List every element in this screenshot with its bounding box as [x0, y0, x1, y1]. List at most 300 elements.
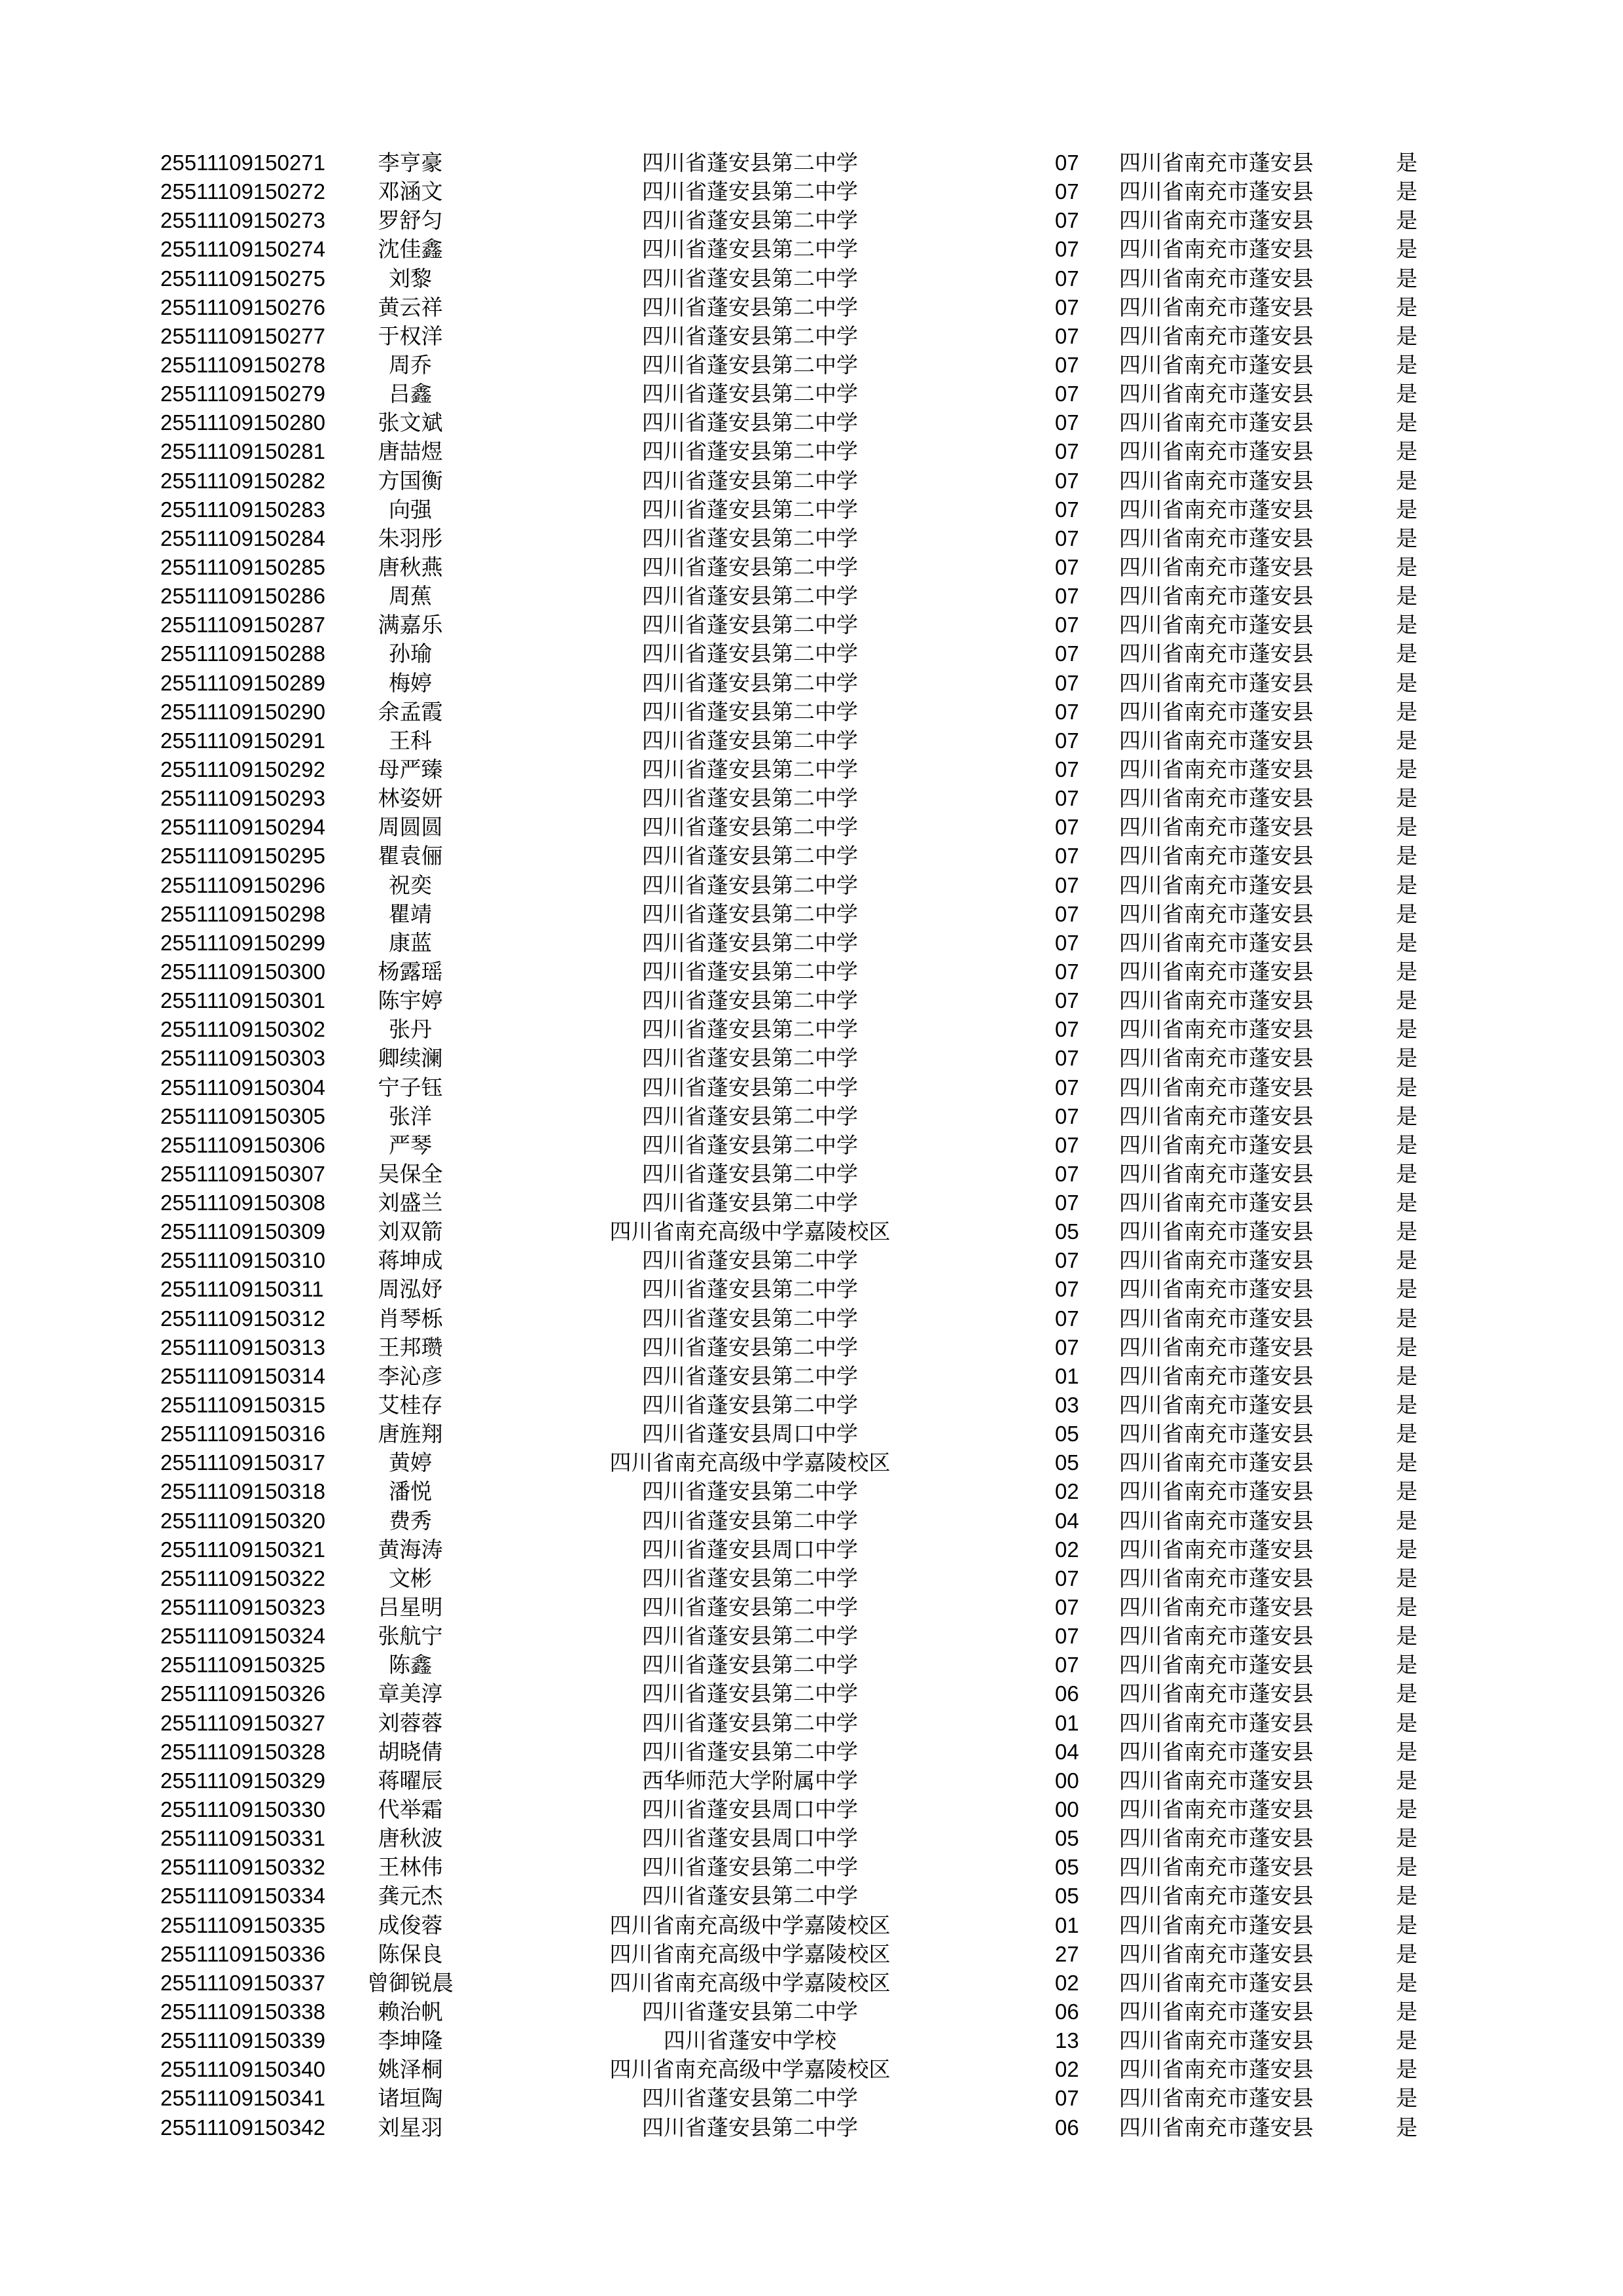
school-name: 四川省蓬安县第二中学 — [642, 1710, 858, 1736]
candidate-id-cell: 25511109150312 — [160, 1306, 326, 1331]
student-name: 于权洋 — [378, 323, 443, 349]
student-name: 卿续澜 — [378, 1045, 443, 1071]
candidate-id-cell: 25511109150285 — [160, 554, 326, 579]
table-row — [0, 1102, 1623, 1131]
category-code-cell: 01 — [1055, 1363, 1079, 1388]
school-name: 四川省蓬安县第二中学 — [642, 1479, 858, 1505]
table-row — [0, 1015, 1623, 1044]
category-code-cell: 07 — [1055, 554, 1079, 579]
student-name: 艾桂存 — [378, 1392, 443, 1418]
region-cell: 四川省南充市蓬安县 — [1119, 179, 1313, 205]
region-cell: 四川省南充市蓬安县 — [1119, 670, 1313, 696]
school-name: 四川省蓬安县周口中学 — [642, 1536, 858, 1562]
candidate-id-cell: 25511109150289 — [160, 670, 326, 695]
student-name: 刘盛兰 — [378, 1190, 443, 1216]
table-row — [0, 235, 1623, 264]
category-code-cell: 07 — [1055, 1566, 1079, 1590]
eligibility-flag-cell: 是 — [1396, 612, 1418, 638]
eligibility-flag-cell: 是 — [1396, 1594, 1418, 1621]
school-name: 四川省蓬安县第二中学 — [642, 2085, 858, 2111]
student-name: 文彬 — [389, 1565, 432, 1591]
eligibility-flag-cell: 是 — [1396, 698, 1418, 725]
category-code-cell: 07 — [1055, 179, 1079, 204]
eligibility-flag-cell: 是 — [1396, 1507, 1418, 1534]
candidate-id-cell: 25511109150291 — [160, 728, 326, 753]
student-name: 李沁彦 — [378, 1363, 443, 1389]
student-name: 王邦瓒 — [378, 1334, 443, 1360]
candidate-id-cell: 25511109150341 — [160, 2086, 326, 2111]
candidate-id-cell: 25511109150320 — [160, 1508, 326, 1533]
roster-table — [0, 149, 1623, 2142]
eligibility-flag-cell: 是 — [1396, 958, 1418, 984]
eligibility-flag-cell: 是 — [1396, 1797, 1418, 1823]
candidate-id-cell: 25511109150284 — [160, 526, 326, 550]
candidate-id-cell: 25511109150290 — [160, 699, 326, 724]
eligibility-flag-cell: 是 — [1396, 727, 1418, 753]
region-cell: 四川省南充市蓬安县 — [1119, 207, 1313, 234]
candidate-id-cell: 25511109150288 — [160, 641, 326, 666]
table-row — [0, 1217, 1623, 1246]
table-row — [0, 813, 1623, 842]
region-cell: 四川省南充市蓬安县 — [1119, 901, 1313, 927]
table-row — [0, 2026, 1623, 2055]
category-code-cell: 05 — [1055, 1826, 1079, 1851]
school-name: 四川省南充高级中学嘉陵校区 — [609, 1219, 891, 1245]
school-name: 四川省蓬安县第二中学 — [642, 988, 858, 1014]
eligibility-flag-cell: 是 — [1396, 2056, 1418, 2083]
category-code-cell: 07 — [1055, 382, 1079, 406]
category-code-cell: 07 — [1055, 844, 1079, 869]
category-code-cell: 07 — [1055, 699, 1079, 724]
student-name: 康蓝 — [389, 929, 432, 956]
candidate-id-cell: 25511109150342 — [160, 2115, 326, 2140]
region-cell: 四川省南充市蓬安县 — [1119, 1854, 1313, 1880]
candidate-id-cell: 25511109150335 — [160, 1912, 326, 1937]
student-name: 刘蓉蓉 — [378, 1710, 443, 1736]
category-code-cell: 05 — [1055, 1884, 1079, 1909]
student-name: 刘黎 — [389, 265, 432, 291]
category-code-cell: 06 — [1055, 1681, 1079, 1706]
school-name: 四川省蓬安县第二中学 — [642, 265, 858, 291]
eligibility-flag-cell: 是 — [1396, 1247, 1418, 1274]
student-name: 肖琴栎 — [378, 1305, 443, 1331]
student-name: 瞿袁俪 — [378, 843, 443, 869]
school-name: 四川省南充高级中学嘉陵校区 — [609, 1941, 891, 1967]
region-cell: 四川省南充市蓬安县 — [1119, 1334, 1313, 1360]
student-name: 唐秋波 — [378, 1825, 443, 1852]
student-name: 罗舒匀 — [378, 207, 443, 234]
student-name: 周蕉 — [389, 583, 432, 609]
region-cell: 四川省南充市蓬安县 — [1119, 1969, 1313, 1996]
student-name: 唐秋燕 — [378, 554, 443, 580]
student-name: 李亨豪 — [378, 150, 443, 175]
category-code-cell: 07 — [1055, 266, 1079, 291]
candidate-id-cell: 25511109150275 — [160, 266, 326, 291]
category-code-cell: 01 — [1055, 1710, 1079, 1735]
table-row — [0, 437, 1623, 466]
student-name: 章美淳 — [378, 1681, 443, 1707]
school-name: 四川省蓬安县周口中学 — [642, 1825, 858, 1852]
candidate-id-cell: 25511109150280 — [160, 410, 326, 435]
category-code-cell: 07 — [1055, 757, 1079, 781]
region-cell: 四川省南充市蓬安县 — [1119, 1160, 1313, 1187]
table-row — [0, 1420, 1623, 1448]
school-name: 四川省蓬安县第二中学 — [642, 1999, 858, 2024]
student-name: 周泓妤 — [378, 1276, 443, 1302]
table-row — [0, 1246, 1623, 1275]
table-row — [0, 842, 1623, 870]
school-name: 四川省蓬安县第二中学 — [642, 1276, 858, 1302]
school-name: 西华师范大学附属中学 — [642, 1767, 858, 1793]
table-row — [0, 1160, 1623, 1189]
region-cell: 四川省南充市蓬安县 — [1119, 1999, 1313, 2024]
eligibility-flag-cell: 是 — [1396, 2085, 1418, 2111]
category-code-cell: 07 — [1055, 872, 1079, 897]
school-name: 四川省蓬安县第二中学 — [642, 727, 858, 753]
eligibility-flag-cell: 是 — [1396, 179, 1418, 205]
student-name: 曾御锐晨 — [367, 1969, 454, 1996]
student-name: 朱羽彤 — [378, 525, 443, 551]
table-row — [0, 1911, 1623, 1940]
candidate-id-cell: 25511109150307 — [160, 1161, 326, 1186]
region-cell: 四川省南充市蓬安县 — [1119, 958, 1313, 984]
category-code-cell: 07 — [1055, 2086, 1079, 2111]
candidate-id-cell: 25511109150296 — [160, 872, 326, 897]
table-row — [0, 553, 1623, 582]
region-cell: 四川省南充市蓬安县 — [1119, 1045, 1313, 1071]
category-code-cell: 07 — [1055, 208, 1079, 233]
candidate-id-cell: 25511109150313 — [160, 1335, 326, 1359]
region-cell: 四川省南充市蓬安县 — [1119, 1797, 1313, 1823]
region-cell: 四川省南充市蓬安县 — [1119, 1536, 1313, 1562]
region-cell: 四川省南充市蓬安县 — [1119, 1623, 1313, 1649]
region-cell: 四川省南充市蓬安县 — [1119, 1594, 1313, 1621]
region-cell: 四川省南充市蓬安县 — [1119, 1767, 1313, 1793]
table-row — [0, 900, 1623, 929]
region-cell: 四川省南充市蓬安县 — [1119, 351, 1313, 378]
candidate-id-cell: 25511109150287 — [160, 613, 326, 637]
eligibility-flag-cell: 是 — [1396, 785, 1418, 812]
category-code-cell: 00 — [1055, 1768, 1079, 1793]
eligibility-flag-cell: 是 — [1396, 1421, 1418, 1447]
table-row — [0, 1679, 1623, 1708]
candidate-id-cell: 25511109150311 — [160, 1277, 324, 1302]
candidate-id-cell: 25511109150323 — [160, 1595, 326, 1620]
eligibility-flag-cell: 是 — [1396, 1710, 1418, 1736]
category-code-cell: 07 — [1055, 323, 1079, 348]
candidate-id-cell: 25511109150272 — [160, 179, 326, 204]
eligibility-flag-cell: 是 — [1396, 1392, 1418, 1418]
school-name: 四川省蓬安县第二中学 — [642, 496, 858, 522]
category-code-cell: 07 — [1055, 410, 1079, 435]
school-name: 四川省南充高级中学嘉陵校区 — [609, 2056, 891, 2083]
eligibility-flag-cell: 是 — [1396, 1103, 1418, 1129]
table-row — [0, 293, 1623, 322]
table-row — [0, 1795, 1623, 1824]
student-name: 蒋坤成 — [378, 1247, 443, 1274]
eligibility-flag-cell: 是 — [1396, 1334, 1418, 1360]
region-cell: 四川省南充市蓬安县 — [1119, 872, 1313, 898]
region-cell: 四川省南充市蓬安县 — [1119, 641, 1313, 667]
candidate-id-cell: 25511109150321 — [160, 1537, 326, 1562]
student-name: 黄婷 — [389, 1450, 432, 1476]
region-cell: 四川省南充市蓬安县 — [1119, 1738, 1313, 1765]
eligibility-flag-cell: 是 — [1396, 2028, 1418, 2054]
student-name: 费秀 — [389, 1507, 432, 1534]
student-name: 满嘉乐 — [378, 612, 443, 638]
category-code-cell: 07 — [1055, 439, 1079, 464]
candidate-id-cell: 25511109150308 — [160, 1191, 326, 1215]
student-name: 黄海涛 — [378, 1536, 443, 1562]
category-code-cell: 04 — [1055, 1508, 1079, 1533]
student-name: 陈保良 — [378, 1941, 443, 1967]
candidate-id-cell: 25511109150330 — [160, 1797, 326, 1822]
eligibility-flag-cell: 是 — [1396, 1767, 1418, 1793]
student-name: 吕星明 — [378, 1594, 443, 1621]
table-row — [0, 322, 1623, 351]
school-name: 四川省蓬安县第二中学 — [642, 641, 858, 667]
table-row — [0, 1998, 1623, 2026]
table-row — [0, 2113, 1623, 2142]
school-name: 四川省蓬安县第二中学 — [642, 1854, 858, 1880]
eligibility-flag-cell: 是 — [1396, 1219, 1418, 1245]
table-row — [0, 1651, 1623, 1679]
student-name: 母严臻 — [378, 756, 443, 782]
candidate-id-cell: 25511109150322 — [160, 1566, 326, 1590]
candidate-id-cell: 25511109150326 — [160, 1681, 326, 1706]
category-code-cell: 02 — [1055, 2057, 1079, 2082]
region-cell: 四川省南充市蓬安县 — [1119, 1276, 1313, 1302]
candidate-id-cell: 25511109150283 — [160, 497, 326, 522]
table-row — [0, 1738, 1623, 1767]
school-name: 四川省蓬安县第二中学 — [642, 872, 858, 898]
category-code-cell: 00 — [1055, 1797, 1079, 1822]
eligibility-flag-cell: 是 — [1396, 1912, 1418, 1938]
table-row — [0, 784, 1623, 813]
candidate-id-cell: 25511109150305 — [160, 1103, 326, 1128]
region-cell: 四川省南充市蓬安县 — [1119, 612, 1313, 638]
category-code-cell: 07 — [1055, 901, 1079, 926]
category-code-cell: 07 — [1055, 237, 1079, 262]
category-code-cell: 05 — [1055, 1219, 1079, 1244]
category-code-cell: 07 — [1055, 352, 1079, 377]
category-code-cell: 06 — [1055, 2115, 1079, 2140]
eligibility-flag-cell: 是 — [1396, 236, 1418, 262]
region-cell: 四川省南充市蓬安县 — [1119, 236, 1313, 262]
region-cell: 四川省南充市蓬安县 — [1119, 323, 1313, 349]
table-row — [0, 986, 1623, 1015]
school-name: 四川省蓬安县第二中学 — [642, 1681, 858, 1707]
candidate-id-cell: 25511109150334 — [160, 1884, 326, 1909]
region-cell: 四川省南充市蓬安县 — [1119, 1392, 1313, 1418]
candidate-id-cell: 25511109150278 — [160, 352, 326, 377]
school-name: 四川省蓬安县第二中学 — [642, 179, 858, 205]
eligibility-flag-cell: 是 — [1396, 1536, 1418, 1562]
region-cell: 四川省南充市蓬安县 — [1119, 1219, 1313, 1245]
region-cell: 四川省南充市蓬安县 — [1119, 988, 1313, 1014]
school-name: 四川省蓬安县第二中学 — [642, 814, 858, 840]
student-name: 成俊蓉 — [378, 1912, 443, 1938]
student-name: 张丹 — [389, 1016, 432, 1043]
candidate-id-cell: 25511109150338 — [160, 2000, 326, 2024]
category-code-cell: 07 — [1055, 1017, 1079, 1042]
eligibility-flag-cell: 是 — [1396, 929, 1418, 956]
region-cell: 四川省南充市蓬安县 — [1119, 1941, 1313, 1967]
region-cell: 四川省南充市蓬安县 — [1119, 1912, 1313, 1938]
table-row — [0, 1535, 1623, 1564]
category-code-cell: 13 — [1055, 2028, 1079, 2053]
region-cell: 四川省南充市蓬安县 — [1119, 1190, 1313, 1216]
region-cell: 四川省南充市蓬安县 — [1119, 814, 1313, 840]
eligibility-flag-cell: 是 — [1396, 843, 1418, 869]
category-code-cell: 07 — [1055, 1161, 1079, 1186]
category-code-cell: 07 — [1055, 1046, 1079, 1071]
region-cell: 四川省南充市蓬安县 — [1119, 1247, 1313, 1274]
eligibility-flag-cell: 是 — [1396, 988, 1418, 1014]
school-name: 四川省蓬安县第二中学 — [642, 207, 858, 234]
school-name: 四川省蓬安县第二中学 — [642, 612, 858, 638]
school-name: 四川省蓬安县第二中学 — [642, 958, 858, 984]
region-cell: 四川省南充市蓬安县 — [1119, 2085, 1313, 2111]
eligibility-flag-cell: 是 — [1396, 1305, 1418, 1331]
candidate-id-cell: 25511109150300 — [160, 959, 326, 984]
region-cell: 四川省南充市蓬安县 — [1119, 785, 1313, 812]
school-name: 四川省蓬安县第二中学 — [642, 150, 858, 175]
candidate-id-cell: 25511109150286 — [160, 584, 326, 609]
category-code-cell: 07 — [1055, 1248, 1079, 1273]
school-name: 四川省蓬安县第二中学 — [642, 1363, 858, 1389]
candidate-id-cell: 25511109150324 — [160, 1624, 326, 1649]
candidate-id-cell: 25511109150325 — [160, 1653, 326, 1677]
region-cell: 四川省南充市蓬安县 — [1119, 1421, 1313, 1447]
school-name: 四川省蓬安县第二中学 — [642, 1247, 858, 1274]
school-name: 四川省蓬安县第二中学 — [642, 1623, 858, 1649]
eligibility-flag-cell: 是 — [1396, 1941, 1418, 1967]
candidate-id-cell: 25511109150276 — [160, 295, 326, 319]
student-name: 陈宇婷 — [378, 988, 443, 1014]
candidate-id-cell: 25511109150309 — [160, 1219, 326, 1244]
school-name: 四川省蓬安县第二中学 — [642, 1160, 858, 1187]
student-name: 李坤隆 — [378, 2028, 443, 2054]
category-code-cell: 02 — [1055, 1537, 1079, 1562]
eligibility-flag-cell: 是 — [1396, 554, 1418, 580]
school-name: 四川省蓬安县第二中学 — [642, 1305, 858, 1331]
region-cell: 四川省南充市蓬安县 — [1119, 554, 1313, 580]
candidate-id-cell: 25511109150340 — [160, 2057, 326, 2082]
candidate-id-cell: 25511109150303 — [160, 1046, 326, 1071]
region-cell: 四川省南充市蓬安县 — [1119, 843, 1313, 869]
table-row — [0, 755, 1623, 784]
eligibility-flag-cell: 是 — [1396, 467, 1418, 493]
school-name: 四川省蓬安县第二中学 — [642, 1507, 858, 1534]
eligibility-flag-cell: 是 — [1396, 901, 1418, 927]
school-name: 四川省蓬安中学校 — [664, 2028, 836, 2054]
region-cell: 四川省南充市蓬安县 — [1119, 1363, 1313, 1389]
school-name: 四川省南充高级中学嘉陵校区 — [609, 1912, 891, 1938]
school-name: 四川省南充高级中学嘉陵校区 — [609, 1450, 891, 1476]
region-cell: 四川省南充市蓬安县 — [1119, 294, 1313, 320]
student-name: 方国衡 — [378, 467, 443, 493]
table-row — [0, 1507, 1623, 1535]
school-name: 四川省蓬安县第二中学 — [642, 323, 858, 349]
table-row — [0, 1333, 1623, 1362]
table-row — [0, 929, 1623, 958]
student-name: 张文斌 — [378, 410, 443, 436]
student-name: 张洋 — [389, 1103, 432, 1129]
school-name: 四川省蓬安县第二中学 — [642, 1652, 858, 1678]
student-name: 王科 — [389, 727, 432, 753]
student-name: 刘双箭 — [378, 1219, 443, 1245]
student-name: 宁子钰 — [378, 1074, 443, 1100]
eligibility-flag-cell: 是 — [1396, 1045, 1418, 1071]
school-name: 四川省蓬安县第二中学 — [642, 381, 858, 407]
student-name: 邓涵文 — [378, 179, 443, 205]
school-name: 四川省蓬安县第二中学 — [642, 467, 858, 493]
region-cell: 四川省南充市蓬安县 — [1119, 2028, 1313, 2054]
eligibility-flag-cell: 是 — [1396, 1969, 1418, 1996]
table-row — [0, 1853, 1623, 1882]
category-code-cell: 03 — [1055, 1393, 1079, 1418]
table-row — [0, 524, 1623, 553]
student-name: 梅婷 — [389, 670, 432, 696]
region-cell: 四川省南充市蓬安县 — [1119, 265, 1313, 291]
category-code-cell: 06 — [1055, 2000, 1079, 2024]
table-row — [0, 611, 1623, 639]
category-code-cell: 07 — [1055, 641, 1079, 666]
category-code-cell: 07 — [1055, 151, 1079, 175]
school-name: 四川省蓬安县第二中学 — [642, 1738, 858, 1765]
table-row — [0, 1593, 1623, 1622]
eligibility-flag-cell: 是 — [1396, 1190, 1418, 1216]
category-code-cell: 07 — [1055, 815, 1079, 840]
category-code-cell: 05 — [1055, 1855, 1079, 1880]
candidate-id-cell: 25511109150277 — [160, 323, 326, 348]
candidate-id-cell: 25511109150336 — [160, 1941, 326, 1966]
school-name: 四川省蓬安县第二中学 — [642, 1883, 858, 1909]
category-code-cell: 07 — [1055, 1277, 1079, 1302]
category-code-cell: 04 — [1055, 1739, 1079, 1764]
table-row — [0, 380, 1623, 408]
student-name: 吕鑫 — [389, 381, 432, 407]
category-code-cell: 07 — [1055, 988, 1079, 1013]
region-cell: 四川省南充市蓬安县 — [1119, 496, 1313, 522]
region-cell: 四川省南充市蓬安县 — [1119, 381, 1313, 407]
student-name: 刘星羽 — [378, 2114, 443, 2140]
category-code-cell: 07 — [1055, 670, 1079, 695]
candidate-id-cell: 25511109150318 — [160, 1479, 326, 1504]
school-name: 四川省蓬安县第二中学 — [642, 583, 858, 609]
category-code-cell: 07 — [1055, 1103, 1079, 1128]
school-name: 四川省蓬安县第二中学 — [642, 1103, 858, 1129]
table-row — [0, 1882, 1623, 1910]
candidate-id-cell: 25511109150316 — [160, 1422, 326, 1446]
candidate-id-cell: 25511109150329 — [160, 1768, 326, 1793]
student-name: 姚泽桐 — [378, 2056, 443, 2083]
eligibility-flag-cell: 是 — [1396, 323, 1418, 349]
region-cell: 四川省南充市蓬安县 — [1119, 1710, 1313, 1736]
school-name: 四川省蓬安县第二中学 — [642, 756, 858, 782]
eligibility-flag-cell: 是 — [1396, 1450, 1418, 1476]
category-code-cell: 07 — [1055, 1075, 1079, 1100]
category-code-cell: 07 — [1055, 295, 1079, 319]
category-code-cell: 01 — [1055, 1912, 1079, 1937]
school-name: 四川省蓬安县第二中学 — [642, 1392, 858, 1418]
category-code-cell: 07 — [1055, 728, 1079, 753]
table-row — [0, 1391, 1623, 1420]
school-name: 四川省蓬安县第二中学 — [642, 236, 858, 262]
candidate-id-cell: 25511109150282 — [160, 468, 326, 493]
school-name: 四川省蓬安县第二中学 — [642, 670, 858, 696]
